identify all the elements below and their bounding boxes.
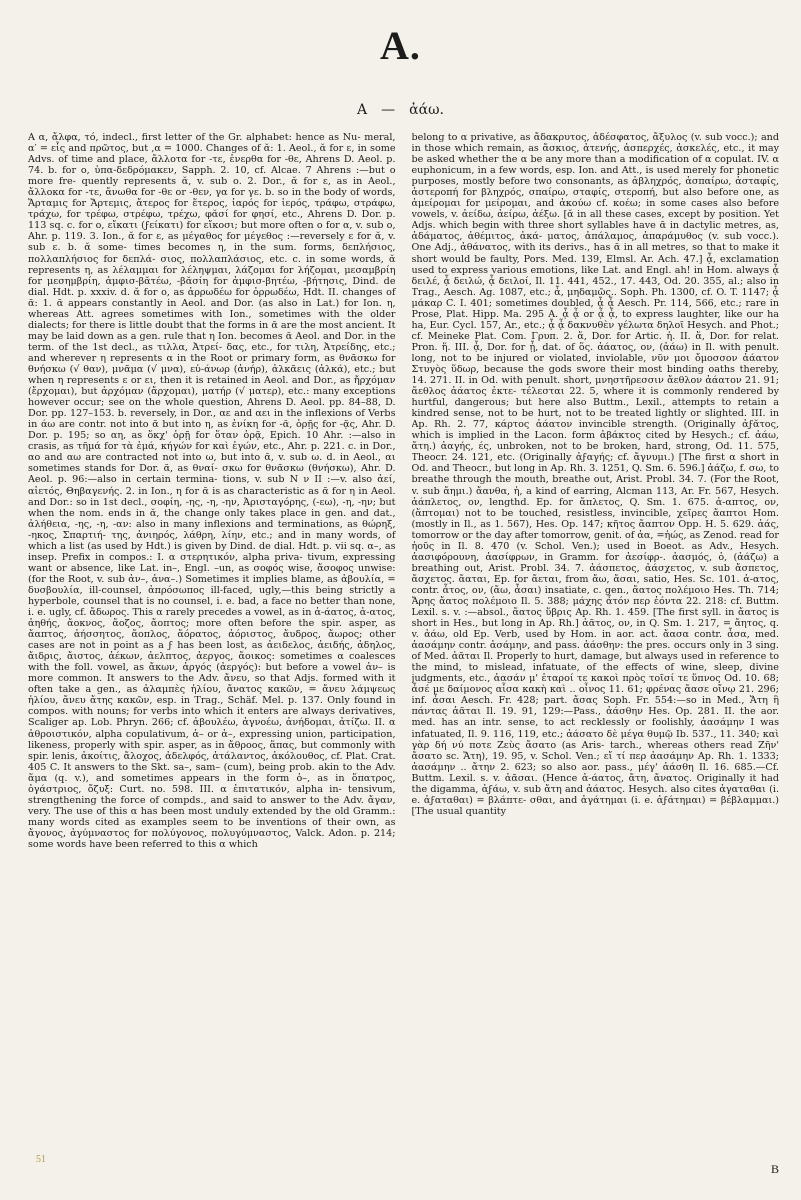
running-header: A — ἀάω.	[357, 102, 444, 118]
signature-mark: B	[770, 1162, 779, 1176]
corner-mark: 51	[36, 1154, 46, 1165]
section-letter: A.	[380, 23, 421, 68]
header-right: ἀάω.	[409, 102, 444, 118]
right-column	[412, 132, 780, 1152]
left-column-text: Α α, ἄλφα, τό, indecl., first letter of the Gr. alphabet: hence as Nu- meral, α′ = εἷς and πρῶτος, but ,α = 1000. Changes of ᾰ: 1. Aeol., ᾰ for ε, in some Advs. of time and place, ἄλλοτα for -τε, ἑνερθα for -θε, Ahrens D. Aeol. p. 74. b. for ο, ὑπα-δεδρόμακεν, Sapph. 2. 10, cf. Alcae. 7 Ahrens :—but ο more fre- quently represents ᾰ, v. sub ο. 2. Dor., ᾰ for ε, as in Aeol., ἄλλοκα for -τε, ἄνωθα for -θε or -θεν, γα for γε. b. so in the body of words, Ἄρταμις for Ἄρτεμις, ἄτερος for ἕτερος, ἱαρός for ἱερός, τράφω, στράφω, τράχω, for τρέφω, στρέφω, τρέχω, φᾰσί for φησί, etc., Ahrens D. Dor. p. 113 sq. c. for ο, εἴκατι (ϝείκατι) for εἴκοσι; but more often ο for α, v. sub ο, Ahr. p. 119. 3. Ion., ᾰ for ε, as μέγαθος for μέγεθος :—reversely ε for ᾰ, v. sub ε. b. ᾰ some- times becomes η, in the sum. forms, δεπλήσιος, πολλαπλήσιος for δεπλά- σιος, πολλαπλάσιος, etc. c. in some words, ᾰ represents η, as λέλαμμαι for λέληψμαι, λάζομαι for λήζομαι, μεσαμβρίη for μεσημβρίη, ἀμφισ-βᾰτέω, -βᾰσίη for ἀμφισ-βητέω, -βήτησις, Dind. de dial. Hdt. p. xxxiv. d. ᾰ for ο, as ἀρρωδέω for ὀρρωδέω, Hdt. II. changes of ᾱ: 1. ᾱ appears constantly in Aeol. and Dor. (as also in Lat.) for Ion. η, whereas Att. agrees sometimes with Ion., sometimes with the older dialects; for there is little doubt that the forms in ᾱ are the most ancient. It may be laid down as a gen. rule that η Ion. becomes ᾱ Aeol. and Dor. in the term. of the 1st decl., as τιλλα, Ἀτρεί- δας, etc., for τιλη, Ἀτρείδης, etc.; and wherever η represents α in the Root or primary form, as θνᾱσκω for θνήσκω (√ θαν), μνᾶμα (√ μνα), εὐ-άνωρ (ἀνήρ), ἀλκᾶεις (ἀλκά), etc.; but when η represents ε or ει, then it is retained in Aeol. and Dor., as ἤρχόμαν (ἔρχομαι), but ἀρχόμαν (ἄρχομαι), ματήρ (√ ματερ), etc.: many exceptions however occur; see on the whole question, Ahrens D. Aeol. pp. 84–88, D. Dor. pp. 127–153. b. reversely, in Dor., αε and αει in the inflexions of Verbs in άω are contr. not into ᾱ but into η, as ἐνίκη for -ᾱ, ὁρῇς for -ᾷς, Ahr. D. Dor. p. 195; so αη, as ὅκχ' ὁρῇ for ὅταν ὁρᾷ, Epich. 10 Ahr. :—also in crasis, as τῆμά for τὰ ἐμά, κήγών for καὶ ἐγών, etc., Ahr. p. 221. c. in Dor., αο and αω are contracted not into ω, but into ᾱ, v. sub ω. d. in Aeol., αι sometimes stands for Dor. ᾱ, as θναί- σκω for θνᾱσκω (θνήσκω), Ahr. D. Aeol. p. 96:—also in certain termina- tions, v. sub Ν ν II :—v. also ἀεί, αἰετός, Θηβαγενής. 2. in Ion., η for ᾱ is as characteristic as ᾱ for η in Aeol. and Dor.: so in 1st decl., σοφίη, -ης, -η, -ην, Ἀρισταγόρης, (-εω), -η, -ην; but when the nom. ends in ᾰ, the change only takes place in gen. and dat., ἀλήθεια, -ης, -η, -αν: also in many inflexions and terminations, as θώρηξ, -ηκος, Σπαρτιή- της, ἀνιηρός, λάθρη, λίην, etc.; and in many words, of which a list (as used by Hdt.) is given by Dind. de dial. Hdt. p. vii sq. α–, as insep. Prefix in compos.: I. α στερητικόν, alpha priva- tivum, expressing want or absence, like Lat. in–, Engl. –un, as σοφός wise, ἄσοφος unwise: (for the Root, v. sub ἀν–, ἀνα–.) Sometimes it implies blame, as ἀβουλία, = δυσβουλία, ill-counsel, ἀπρόσωπος ill-faced, ugly,—this being strictly a hyperbole, counsel that is no counsel, i. e. bad, a face no better than none, i. e. ugly, cf. ἄδωρος. This α rarely precedes a vowel, as in ἀ-άατος, ἀ-ατος, ἀηθής, ἄοκνος, ἄοζος, ἄοπτος; more often before the spir. asper, as ἄαπτος, ἀήσσητος, ἄοπλος, ἄόρατος, ἀόριστος, ἄυδρος, ἄωρος; other cases are not in point as a ϝ has been lost, as ἀειδελος, ἀειδής, ἀδηλος, ἄιδρις, ἄιστος, ἀέκων, ἀελπτος, ἀεργος, ἄοικος: sometimes α coalesces with the foll. vowel, as ἄκων, ἀργός (ἀεργός): but before a vowel ἀν– is more common. It answers to the Adv. ἄνευ, so that Adjs. formed with it often take a gen., as ἀλαμπὲς ἡλίου, ἄνατος κακῶν, = ἄνευ λάμψεως ἡλίου, ἄνευ ἄτης κακῶν, esp. in Trag., Schäf. Mel. p. 137. Only found in compos. with nouns; for verbs into which it enters are always derivatives, Scaliger ap. Lob. Phryn. 266; cf. ἀβουλέω, ἀγνοέω, ἀνήδομαι, ἀτίζω. II. α ἀθροιστικόν, alpha copulativum, ἀ– or ἁ–, expressing union, participation, likeness, properly with spir. asper, as in ἄθροος, ἅπας, but commonly with spir. lenis, ἀκοίτις, ἄλοχος, ἀδελφός, ἀτάλαντος, ἀκόλουθος, cf. Plat. Crat. 405 C. It answers to the Skt. sa–, sam– (cum), being prob. akin to the Adv. ἅμα (q. v.), and sometimes appears in the form ὁ–, as in ὅπατρος, ὀγάστριος, ὄζυξ: Curt. no. 598. III. α ἐπιτατικόν, alpha in- tensivum, strengthening the force of compds., and said to answer to the Adv. ἄγαν, very. The use of this α has been most unduly extended by the old Gramm.: many words cited as examples seem to be inventions of their own, as ἄγονος, ἀγύμναστος for πολύγονος, πολυγύμναστος, Valck. Adon. p. 214; some words have been referred to this α which	[28, 132, 396, 850]
text-columns	[28, 132, 779, 1152]
left-column	[28, 132, 396, 1152]
header-left: A	[357, 102, 368, 118]
right-column-text: belong to α privative, as ἄδακρυτος, ἀδέσφατος, ἄξυλος (v. sub vocc.); and in those which remain, as ἄσκιος, ἀτενής, ἀσπερχές, ἀσκελές, etc., it may be asked whether the α be any more than a modification of α copulat. IV. α euphonicum, in a few words, esp. Ion. and Att., is used merely for phonetic purposes, mostly before two consonants, as ἀβληχρός, ἀσπαίρω, ἀσταφίς, ἀστεροπή for βληχρός, σπαίρω, σταφίς, στεροπή, but also before one, as ἀμείρομαι for μείρομαι, and ἀκούω cf. κοέω; in some cases also before vowels, v. ἀείδω, ἀείρω, ἀέξω. [ᾰ in all these cases, except by position. Yet Adjs. which begin with three short syllables have ᾱ in dactylic metres, as, ἀδάματος, ἀθέμιτος, ἀκά- ματος, ἀπάλαμος, ἀπαράμυθος (v. sub vocc.). One Adj., ἀθάνατος, with its derivs., has ᾱ in all metres, so that to make it short would be faulty, Pors. Med. 139, Elmsl. Ar. Ach. 47.] ᾆ, exclamation used to express various emotions, like Lat. and Engl. ah! in Hom. always ᾆ δειλέ, ᾆ δειλώ, ᾆ δειλοί, Il. 11. 441, 452., 17. 443, Od. 20. 355, al.; also in Trag., Aesch. Ag. 1087, etc.; ἆ, μηδαμῶς.. Soph. Ph. 1300, cf. O. T. 1147; ᾆ μάκαρ C. I. 401; sometimes doubled, ᾆ ᾆ Aesch. Pr. 114, 566, etc.; rare in Prose, Plat. Hipp. Ma. 295 A. ᾆ ᾆ or ᾆ ᾆ, to express laughter, like our ha ha, Eur. Cycl. 157, Ar., etc.; ᾆ ᾆ δακνυθὲν γέλωτα δηλοῖ Hesych. and Phot.; cf. Meineke Plat. Com. Γρυπ. 2. ἅ, Dor. for Artic. ἡ. II. ἅ, Dor. for relat. Pron. ἥ. III. ᾇ, Dor. for ᾗ, dat. of ὅς. ἀάατος, ον, (ἀάω) in Il. with penult. long, not to be injured or violated, inviolable, νῦν μοι ὄμοσσον ἀάατον Στυγὸς ὕδωρ, because the gods swore their most binding oaths thereby, 14. 271. II. in Od. with penult. short, μνηστῆρεσσιν ἄεθλον ἀάατον 21. 91; ἄεθλος ἀάατος ἐκτε- τέλεσται 22. 5, where it is commonly rendered by hurtful, dangerous; but here also Buttm., Lexil., attempts to retain a kindred sense, not to be hurt, not to be treated lightly or slighted. III. in Ap. Rh. 2. 77, κάρτος ἀάατον invincible strength. (Originally ἀϝᾰτος, which is implied in the Lacon. form ἀβάκτος cited by Hesych.; cf. ἀάω, ἄτη.) ἀαγής, ές, unbroken, not to be broken, hard, strong, Od. 11. 575, Theocr. 24. 121, etc. (Originally ἀϝαγής; cf. ἄγνυμι.) [The first α short in Od. and Theocr., but long in Ap. Rh. 3. 1251, Q. Sm. 6. 596.] ἀάζω, f. σω, to breathe through the mouth, breathe out, Arist. Probl. 34. 7. (For the Root, v. sub ἄημι.) ἄανθα, ἡ, a kind of earring, Alcman 113, Ar. Fr. 567, Hesych. ἀάπλετος, ον, lengthd. Ep. for ἄπλετος, Q. Sm. 1. 675. ἀ-απτος, ον, (ἅπτομαι) not to be touched, resistless, invincible, χεῖρες ἄαπτοι Hom. (mostly in Il., as 1. 567), Hes. Op. 147; κῆτος ἄαπτον Opp. H. 5. 629. ἀάς, tomorrow or the day after tomorrow, genit. of ἀα, =ἠώς, as Zenod. read for ἠοῦς in Il. 8. 470 (v. Schol. Ven.); used in Boeot. as Adv., Hesych. ἀασιφόρουνη, ἀασίφρων, in Gramm. for ἀεσίφρ-. ἀασμός, ὁ, (ἀάζω) a breathing out, Arist. Probl. 34. 7. ἀάσπετος, ἀάσχετος, v. sub ἄσπετος, ἄσχετος. ἄαται, Ep. for ἄεται, from ἄω, ἄσαι, satio, Hes. Sc. 101. ἀ-ατος, contr. ἆτος, ον, (ἄω, ἆσαι) insatiate, c. gen., ἄατος πολέμοιο Hes. Th. 714; Ἄρης ἄατος πολέμοιο Il. 5. 388; μάχης ἆτόν περ ἐόντα 22. 218: cf. Buttm. Lexil. s. v. :—absol., ἄατος ὕβρις Ap. Rh. 1. 459. [The first syll. in ἄατος is short in Hes., but long in Ap. Rh.] ἀᾶτος, ον, in Q. Sm. 1. 217, = ἄητος, q. v. ἀάω, old Ep. Verb, used by Hom. in aor. act. ἄασα contr. ἆσα, med. ἀασάμην contr. ἀσάμην, and pass. ἀάσθην: the pres. occurs only in 3 sing. of Med. ἀᾶται Il. Properly to hurt, damage, but always used in reference to the mind, to mislead, infatuate, of the effects of wine, sleep, divine judgments, etc., ἀασάν μ' ἑταροί τε κακοὶ πρὸς τοῖσί τε ὕπνος Od. 10. 68; ἆσέ με δαίμονος αἶσα κακὴ καὶ .. οἶνος 11. 61; φρένας ἄασε οἴνῳ 21. 296; inf. ἆσαι Aesch. Fr. 428; part. ἄσας Soph. Fr. 554:—so in Med., Ἄτη ἣ πάντας ἀᾶται Il. 19. 91, 129:—Pass., ἀάσθην Hes. Op. 281. II. the aor. med. has an intr. sense, to act recklessly or foolishly, ἀασάμην I was infatuated, Il. 9. 116, 119, etc.; ἀάσατο δὲ μέγα θυμῷ Ib. 537., 11. 340; καὶ γὰρ δή νύ ποτε Ζεὺς ἄσατο (as Aris- tarch., whereas others read Ζῆν' ἄσατο sc. Ἄτη), 19. 95, v. Schol. Ven.; εἴ τί περ ἀασάμην Ap. Rh. 1. 1333; ἀασάμην .. ἄτην 2. 623; so also aor. pass., μέγ' ἀάσθη Il. 16. 685.—Cf. Buttm. Lexil. s. v. ἀᾶσαι. (Hence ἀ-άατος, ἄτη, ἄνατος. Originally it had the digamma, ἀϝάω, v. sub ἄτη and ἀάατος. Hesych. also cites ἀγαταθαι (i. e. ἀϝαταθαι) = βλάπτε- σθαι, and ἀγάτημαι (i. e. ἀϝάτημαι) = βέβλαμμαι.) [The usual quantity	[411, 132, 779, 817]
page-footer	[28, 1154, 779, 1182]
